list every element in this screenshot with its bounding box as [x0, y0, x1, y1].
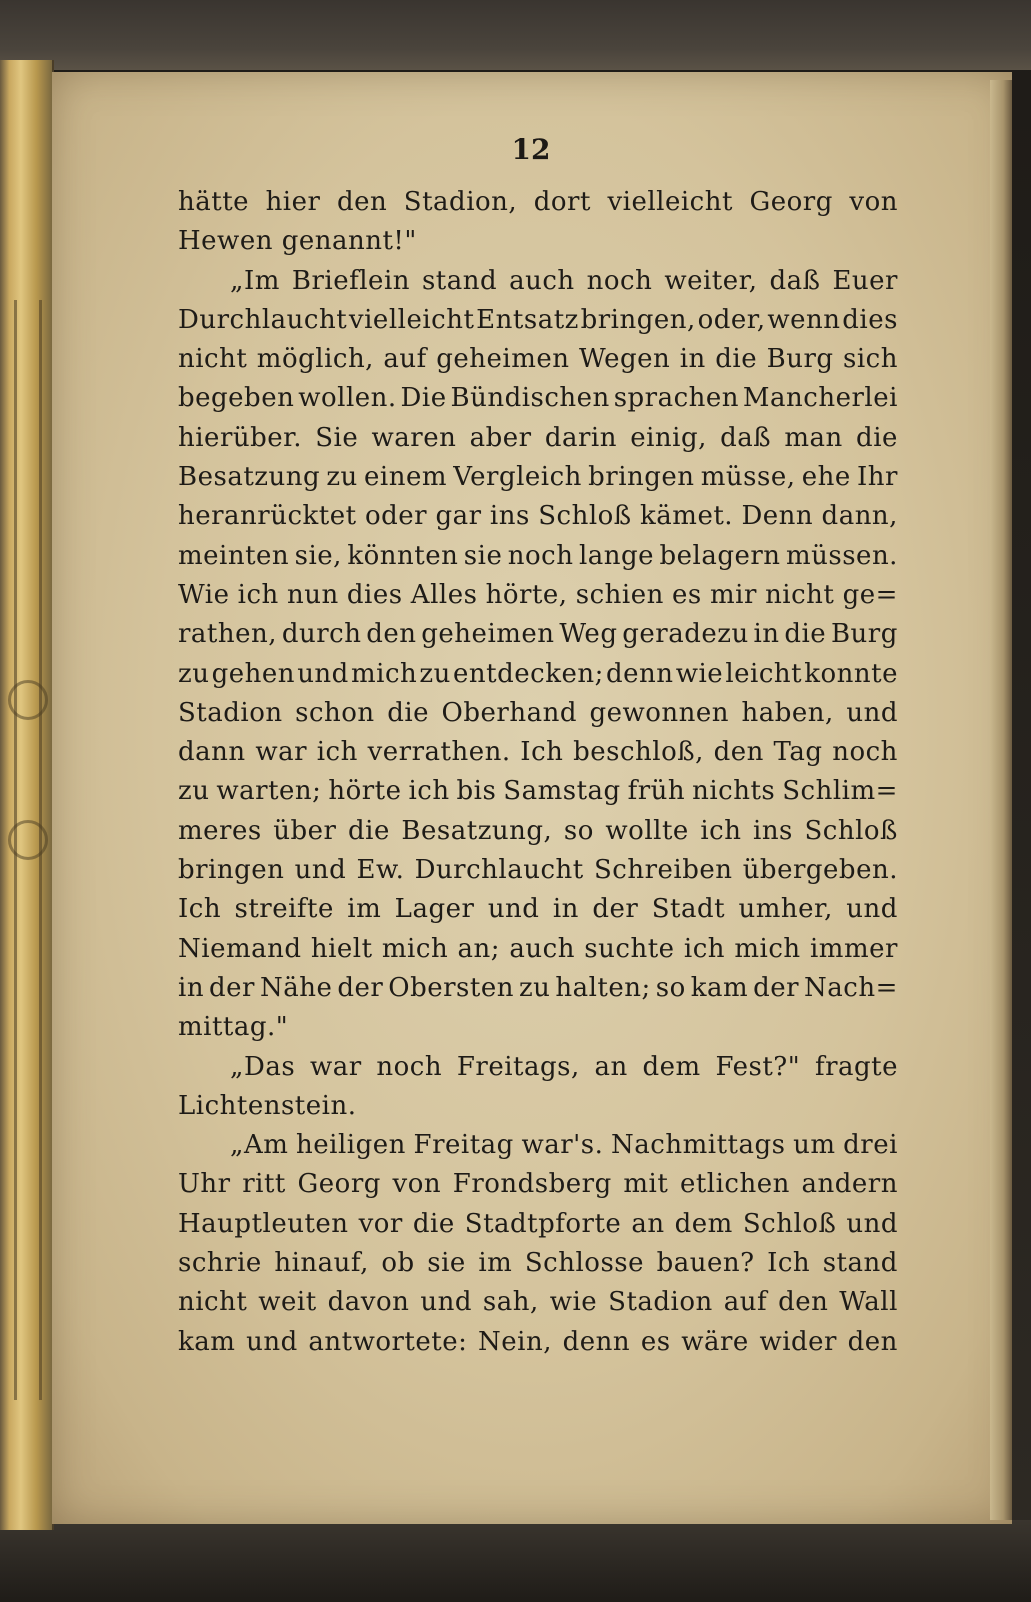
word: Nähe — [259, 972, 333, 1003]
word: Ich — [178, 894, 222, 925]
word: stand — [822, 1248, 898, 1279]
word: Denn — [741, 501, 814, 532]
word: Entsatz — [476, 304, 579, 335]
word: der — [753, 972, 800, 1003]
word: Wall — [839, 1287, 898, 1318]
word: sie, — [294, 540, 342, 571]
word: dann, — [821, 501, 898, 532]
page-number: 12 — [511, 133, 551, 166]
word: dem — [642, 1051, 701, 1082]
text-line — [178, 1048, 898, 1087]
word: Schloß — [742, 1208, 837, 1239]
text-line — [178, 615, 898, 654]
word: wollen. — [298, 383, 397, 414]
word: aber — [469, 422, 532, 453]
word: Vergleich — [453, 462, 582, 493]
word: bis — [456, 776, 497, 807]
word: Burg — [766, 344, 834, 375]
word: kam — [690, 972, 749, 1003]
word: Fest?" — [715, 1051, 801, 1082]
word: weit — [258, 1287, 317, 1318]
text-line — [178, 772, 898, 811]
word: Oberhand — [441, 697, 577, 728]
word: lange — [578, 540, 655, 571]
word: Nein, — [478, 1326, 552, 1357]
word: die — [784, 619, 827, 650]
word: nun — [286, 579, 339, 610]
spine-knot-ornament — [8, 820, 48, 860]
word: Besatzung — [178, 462, 321, 493]
word: „Im — [230, 265, 280, 296]
word: war's. — [521, 1130, 604, 1161]
word: oder — [364, 501, 428, 532]
text-line — [178, 969, 898, 1008]
text-line — [178, 1126, 898, 1165]
word: und — [246, 1326, 298, 1357]
word: nicht — [178, 1287, 248, 1318]
text-line — [178, 379, 898, 418]
book-cover-top — [0, 0, 1031, 70]
word: Ich — [767, 1248, 811, 1279]
word: Ich — [520, 737, 564, 768]
word: Freitag — [413, 1130, 514, 1161]
word: Alles — [410, 579, 478, 610]
word: leicht — [725, 658, 803, 689]
word: im — [347, 894, 382, 925]
word: die — [348, 815, 390, 846]
word: sie — [427, 1248, 466, 1279]
text-line — [178, 1205, 898, 1244]
word: und — [420, 1287, 472, 1318]
body-text — [178, 183, 898, 1362]
word: an; — [457, 933, 501, 964]
word: noch — [586, 265, 653, 296]
word: antwortete: — [308, 1326, 468, 1357]
word: einig, — [630, 422, 707, 453]
word: schon — [295, 697, 375, 728]
word: zu — [178, 776, 210, 807]
word: einem — [364, 462, 448, 493]
word: in — [679, 344, 706, 375]
text-line — [178, 694, 898, 733]
word: ob — [381, 1248, 415, 1279]
word: davon — [327, 1287, 410, 1318]
word: in — [552, 894, 579, 925]
word: ins — [753, 815, 793, 846]
word: Freitags, — [456, 1051, 580, 1082]
word: weiter, — [664, 265, 758, 296]
word: wider — [759, 1326, 837, 1357]
word: dies — [842, 304, 898, 335]
word: um — [793, 1130, 836, 1161]
word: ich — [316, 737, 358, 768]
book-cover-bottom — [0, 1520, 1031, 1602]
word: Stadion, — [403, 187, 518, 217]
word: es — [640, 1326, 671, 1357]
text-line — [178, 419, 898, 458]
word: und — [846, 1208, 898, 1239]
word: so — [655, 972, 686, 1003]
word: gewonnen — [589, 697, 730, 728]
text-line — [178, 930, 898, 969]
text-line — [178, 1008, 898, 1047]
text-line — [178, 1323, 898, 1362]
word: bauen? — [656, 1248, 755, 1279]
word: suchte — [584, 933, 675, 964]
word: meinten — [178, 540, 290, 571]
word: Euer — [832, 265, 898, 296]
word: zu — [518, 972, 551, 1003]
word: war — [255, 737, 308, 768]
word: schien — [575, 579, 664, 610]
word: man — [784, 422, 843, 453]
word: die — [412, 1208, 455, 1239]
word: heiligen — [296, 1130, 406, 1161]
word: die — [387, 697, 430, 728]
word: sich — [843, 344, 898, 375]
word: ich — [408, 776, 450, 807]
word: drei — [843, 1130, 898, 1161]
word: etlichen — [679, 1169, 790, 1200]
word: Stadion — [608, 1287, 713, 1318]
word: ehe — [801, 462, 851, 493]
word: Wegen — [579, 344, 671, 375]
word: Stadtpforte — [464, 1208, 622, 1239]
word: müssen. — [785, 540, 898, 571]
word: sah, — [482, 1287, 539, 1318]
word: mit — [623, 1169, 669, 1200]
word: nichts — [692, 776, 776, 807]
word: ich — [237, 579, 279, 610]
word: Niemand — [178, 933, 302, 964]
text-line — [178, 497, 898, 536]
word: dann — [178, 737, 246, 768]
word: die — [715, 344, 758, 375]
word: Stadt — [651, 894, 726, 925]
word: bringen — [588, 462, 695, 493]
word: nicht — [178, 344, 248, 375]
word: mittag." — [178, 1012, 289, 1043]
word: kämet. — [640, 501, 734, 532]
text-line — [178, 458, 898, 497]
word: vielleicht — [607, 187, 733, 217]
text-line — [178, 222, 898, 261]
word: mich — [381, 933, 449, 964]
word: hätte — [178, 187, 250, 217]
word: auch — [509, 265, 575, 296]
word: übergeben. — [742, 855, 898, 886]
word: gar — [435, 501, 482, 532]
word: mich — [350, 658, 418, 689]
word: „Am — [230, 1130, 289, 1161]
word: möglich, — [256, 344, 374, 375]
word: zu — [326, 462, 358, 493]
word: könnten — [347, 540, 459, 571]
word: denn — [562, 1326, 631, 1357]
word: zu — [178, 658, 210, 689]
word: meres — [178, 815, 262, 846]
word: war — [309, 1051, 362, 1082]
word: Schloß — [538, 501, 632, 532]
word: geradezu — [622, 619, 749, 650]
word: ins — [489, 501, 530, 532]
word: den — [847, 1326, 898, 1357]
word: entdecken; — [453, 658, 604, 689]
word: gehen — [211, 658, 296, 689]
word: hier — [265, 187, 321, 217]
word: fragte — [814, 1051, 898, 1082]
word: Hewen — [178, 226, 282, 257]
word: oder, — [697, 304, 766, 335]
word: durch — [281, 619, 362, 650]
word: begeben — [178, 383, 295, 414]
text-line — [178, 1283, 898, 1322]
word: es — [672, 579, 702, 610]
word: Georg — [749, 187, 833, 217]
word: geheimen — [421, 619, 555, 650]
word: wie — [675, 658, 724, 689]
word: Schlim= — [782, 776, 898, 807]
book-spine — [0, 60, 54, 1530]
word: dies — [346, 579, 403, 610]
word: wie — [549, 1287, 598, 1318]
word: konnte — [804, 658, 898, 689]
word: noch — [832, 737, 898, 768]
word: daß — [720, 422, 772, 453]
word: hielt — [310, 933, 373, 964]
word: Lichtenstein. — [178, 1090, 357, 1121]
word: Besatzung, — [401, 815, 553, 846]
word: streifte — [234, 894, 334, 925]
word: dem — [674, 1208, 733, 1239]
word: und — [846, 894, 898, 925]
word: denn — [606, 658, 674, 689]
word: den — [336, 187, 388, 217]
word: von — [849, 187, 898, 217]
word: Nachmittags — [611, 1130, 786, 1161]
word: wenn — [767, 304, 841, 335]
word: auch — [509, 933, 575, 964]
word: noch — [376, 1051, 443, 1082]
word: darin — [544, 422, 617, 453]
word: heranrücktet — [178, 501, 357, 532]
word: hierüber. — [178, 422, 302, 453]
word: in — [753, 619, 780, 650]
word: ge= — [842, 579, 898, 610]
text-line — [178, 301, 898, 340]
word: warten; — [216, 776, 322, 807]
word: den — [778, 1287, 829, 1318]
text-line — [178, 812, 898, 851]
word: Mancherlei — [742, 383, 898, 414]
word: und — [487, 894, 540, 925]
word: sprachen — [613, 383, 740, 414]
word: und — [294, 855, 347, 886]
word: immer — [809, 933, 898, 964]
word: den — [366, 619, 417, 650]
word: Bündischen — [450, 383, 610, 414]
word: Stadion — [178, 697, 283, 728]
word: kam — [178, 1326, 236, 1357]
word: Uhr — [178, 1169, 231, 1200]
word: Weg — [559, 619, 618, 650]
word: Hauptleuten — [178, 1208, 349, 1239]
word: der — [337, 972, 384, 1003]
word: Ihr — [857, 462, 898, 493]
word: Die — [400, 383, 447, 414]
word: der — [209, 972, 255, 1003]
spine-knot-ornament — [8, 680, 48, 720]
text-line — [178, 262, 898, 301]
word: von — [392, 1169, 442, 1200]
word: Nach= — [804, 972, 898, 1003]
word: waren — [371, 422, 457, 453]
word: Durchlaucht — [414, 855, 584, 886]
word: Frondsberg — [452, 1169, 612, 1200]
word: mich — [734, 933, 801, 964]
text-line — [178, 576, 898, 615]
word: Burg — [830, 619, 898, 650]
word: hörte — [328, 776, 402, 807]
word: Schloß — [804, 815, 898, 846]
word: verrathen. — [367, 737, 511, 768]
word: vielleicht — [348, 304, 475, 335]
word: bringen — [178, 855, 285, 886]
word: und — [846, 697, 898, 728]
word: über — [273, 815, 337, 846]
word: genannt!" — [281, 226, 417, 257]
word: der — [592, 894, 639, 925]
word: auf — [383, 344, 427, 375]
word: rathen, — [178, 619, 278, 650]
word: an — [594, 1051, 628, 1082]
word: müsse, — [700, 462, 796, 493]
word: den — [713, 737, 764, 768]
word: vor — [358, 1208, 403, 1239]
word: ritt — [242, 1169, 286, 1200]
word: Ew. — [356, 855, 405, 886]
text-line — [178, 1244, 898, 1283]
word: die — [856, 422, 898, 453]
word: Lager — [394, 894, 475, 925]
word: hörte, — [485, 579, 568, 610]
word: bringen, — [580, 304, 696, 335]
word: im — [478, 1248, 513, 1279]
word: Brieflein — [291, 265, 410, 296]
word: Samstag — [503, 776, 621, 807]
word: so — [563, 815, 594, 846]
word: Tag — [773, 737, 823, 768]
word: Obersten — [388, 972, 514, 1003]
word: „Das — [230, 1051, 296, 1082]
word: und — [297, 658, 349, 689]
text-line — [178, 1087, 898, 1126]
word: sie — [463, 540, 503, 571]
text-line — [178, 340, 898, 379]
word: hinauf, — [274, 1248, 369, 1279]
word: an — [631, 1208, 665, 1239]
word: haben, — [741, 697, 834, 728]
word: Schreiben — [593, 855, 733, 886]
word: schrie — [178, 1248, 262, 1279]
word: andern — [801, 1169, 898, 1200]
word: umher, — [738, 894, 833, 925]
text-line — [178, 183, 898, 222]
word: ich — [700, 815, 742, 846]
word: mir — [709, 579, 757, 610]
word: stand — [421, 265, 498, 296]
text-line — [178, 1165, 898, 1204]
word: Durchlaucht — [178, 304, 348, 335]
text-line — [178, 733, 898, 772]
page-edge — [990, 80, 1012, 1520]
text-line — [178, 890, 898, 929]
word: dort — [533, 187, 591, 217]
text-line — [178, 851, 898, 890]
word: Georg — [297, 1169, 381, 1200]
word: in — [178, 972, 205, 1003]
word: früh — [627, 776, 686, 807]
word: nicht — [765, 579, 835, 610]
word: auf — [723, 1287, 768, 1318]
word: daß — [769, 265, 821, 296]
word: zu — [419, 658, 451, 689]
word: wollte — [605, 815, 689, 846]
word: belagern — [659, 540, 781, 571]
word: Schlosse — [524, 1248, 645, 1279]
text-line — [178, 537, 898, 576]
word: noch — [507, 540, 574, 571]
word: Wie — [178, 579, 230, 610]
text-line — [178, 655, 898, 694]
word: Sie — [315, 422, 359, 453]
word: ich — [683, 933, 725, 964]
word: geheimen — [436, 344, 570, 375]
word: halten; — [555, 972, 651, 1003]
word: wäre — [681, 1326, 749, 1357]
word: beschloß, — [573, 737, 704, 768]
